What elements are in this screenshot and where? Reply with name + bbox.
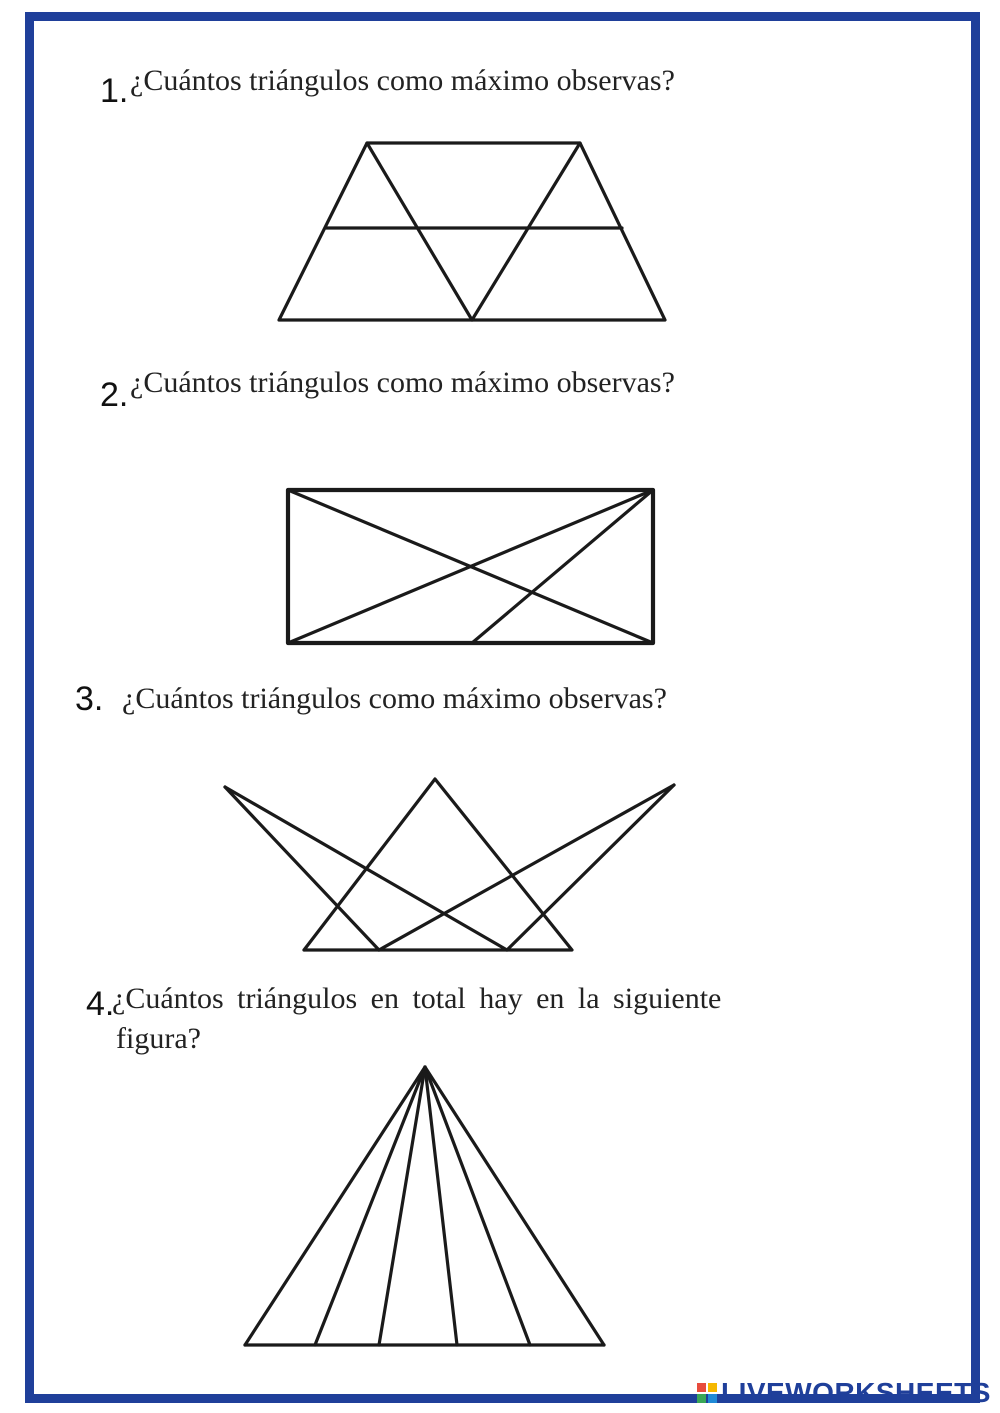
liveworksheets-logo-text: LIVEWORKSHEETS	[721, 1377, 991, 1408]
logo-square-green	[697, 1394, 706, 1403]
question-4-text-line2: figura?	[116, 1022, 201, 1055]
question-3-text: ¿Cuántos triángulos como máximo observas?	[122, 682, 667, 715]
liveworksheets-logo-icon	[697, 1383, 717, 1403]
question-1-number: 1.	[100, 72, 129, 110]
question-1-text: ¿Cuántos triángulos como máximo observas?	[130, 64, 675, 97]
logo-square-yellow	[708, 1383, 717, 1392]
question-2-number: 2.	[100, 376, 129, 414]
question-3-number: 3.	[75, 680, 104, 718]
logo-square-red	[697, 1383, 706, 1392]
question-4-number: 4.	[86, 985, 115, 1023]
question-4-text-line1: ¿Cuántos triángulos en total hay en la siguiente	[112, 982, 722, 1015]
question-2-text: ¿Cuántos triángulos como máximo observas?	[130, 366, 675, 399]
liveworksheets-logo[interactable]	[697, 1378, 991, 1408]
logo-square-blue	[708, 1394, 717, 1403]
